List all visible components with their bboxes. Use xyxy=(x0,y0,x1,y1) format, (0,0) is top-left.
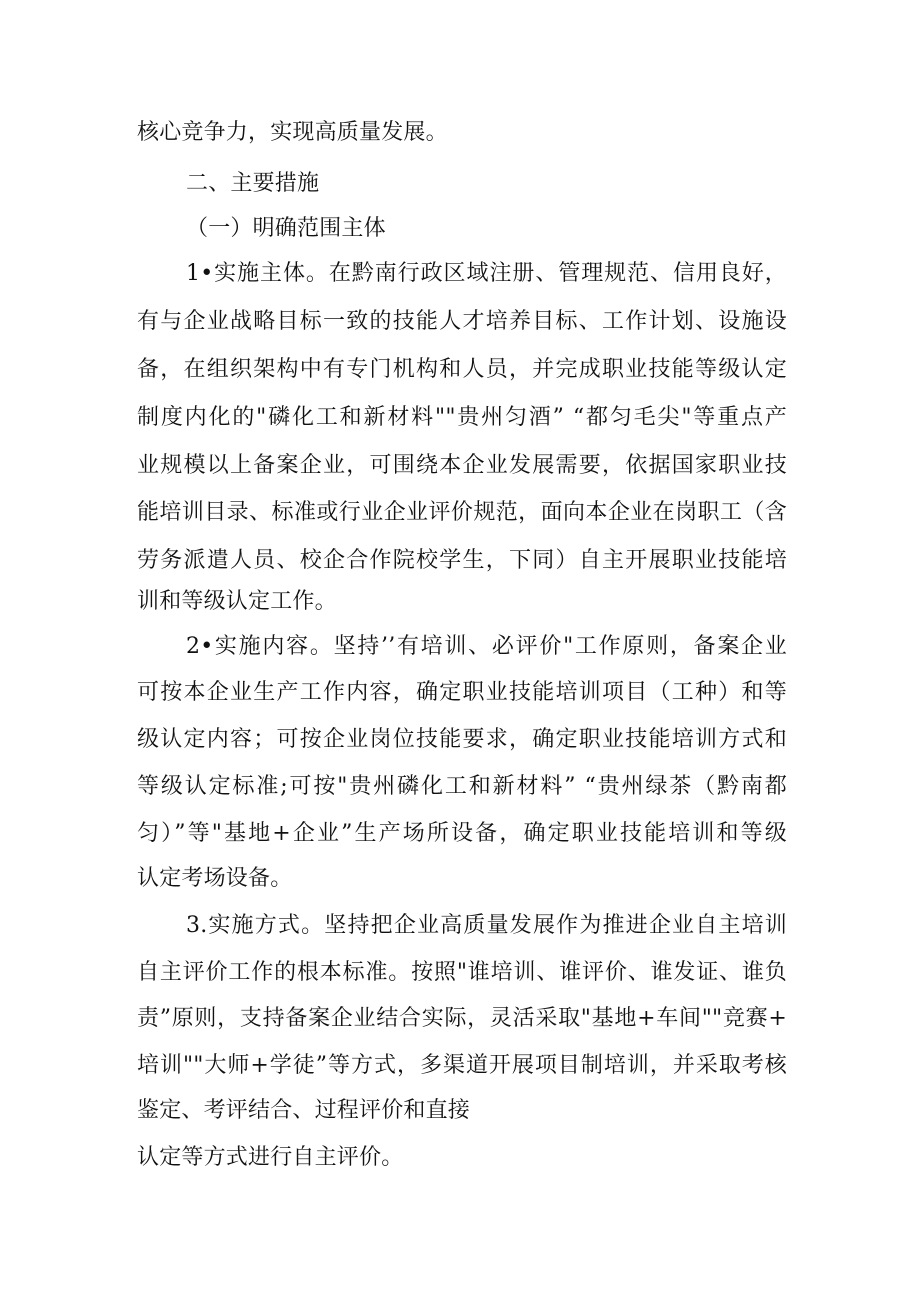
paragraph-line: 匀）”等"基地+企业”生产场所设备，确定职业技能培训和等级 xyxy=(137,821,787,846)
paragraph-line: 认定考场设备。 xyxy=(137,866,293,891)
paragraph-line: 制度内化的"磷化工和新材料""贵州匀酒” “都匀毛尖"等重点产 xyxy=(137,405,787,430)
paragraph-line: 认定等方式进行自主评价。 xyxy=(137,1145,404,1170)
paragraph-line: 3.实施方式。坚持把企业高质量发展作为推进企业自主培训 xyxy=(186,913,787,938)
paragraph-line: 培训""大师+学徒”等方式，多渠道开展项目制培训，并采取考核 xyxy=(137,1053,787,1078)
paragraph-line: 等级认定标准;可按"贵州磷化工和新材料” “贵州绿茶（黔南都 xyxy=(137,774,787,799)
paragraph-line: 有与企业战略目标一致的技能人才培养目标、工作计划、设施设 xyxy=(137,309,787,334)
paragraph-line: 自主评价工作的根本标准。按照"谁培训、谁评价、谁发证、谁负 xyxy=(137,960,787,985)
paragraph-line: 可按本企业生产工作内容，确定职业技能培训项目（工种）和等 xyxy=(137,680,787,705)
section-heading: 二、主要措施 xyxy=(186,171,320,196)
paragraph-line: 级认定内容；可按企业岗位技能要求，确定职业技能培训方式和 xyxy=(137,727,787,752)
paragraph-line: 责”原则，支持备案企业结合实际，灵活采取"基地+车间""竞赛+ xyxy=(137,1006,787,1031)
paragraph-line: 鉴定、考评结合、过程评价和直接 xyxy=(137,1098,471,1123)
paragraph-line: 1•实施主体。在黔南行政区域注册、管理规范、信用良好， xyxy=(186,261,787,286)
paragraph-line: 训和等级认定工作。 xyxy=(137,589,337,614)
paragraph-line: 劳务派遣人员、校企合作院校学生，下同）自主开展职业技能培 xyxy=(137,548,787,573)
paragraph-line: 2•实施内容。坚持’’有培训、必评价"工作原则，备案企业 xyxy=(186,634,787,659)
paragraph-line: 业规模以上备案企业，可围绕本企业发展需要，依据国家职业技 xyxy=(137,453,787,478)
paragraph-line: 备，在组织架构中有专门机构和人员，并完成职业技能等级认定 xyxy=(137,357,787,382)
paragraph-line: 核心竞争力，实现高质量发展。 xyxy=(137,120,448,145)
subsection-heading: （一）明确范围主体 xyxy=(186,216,386,241)
paragraph-line: 能培训目录、标准或行业企业评价规范，面向本企业在岗职工（含 xyxy=(137,500,787,525)
